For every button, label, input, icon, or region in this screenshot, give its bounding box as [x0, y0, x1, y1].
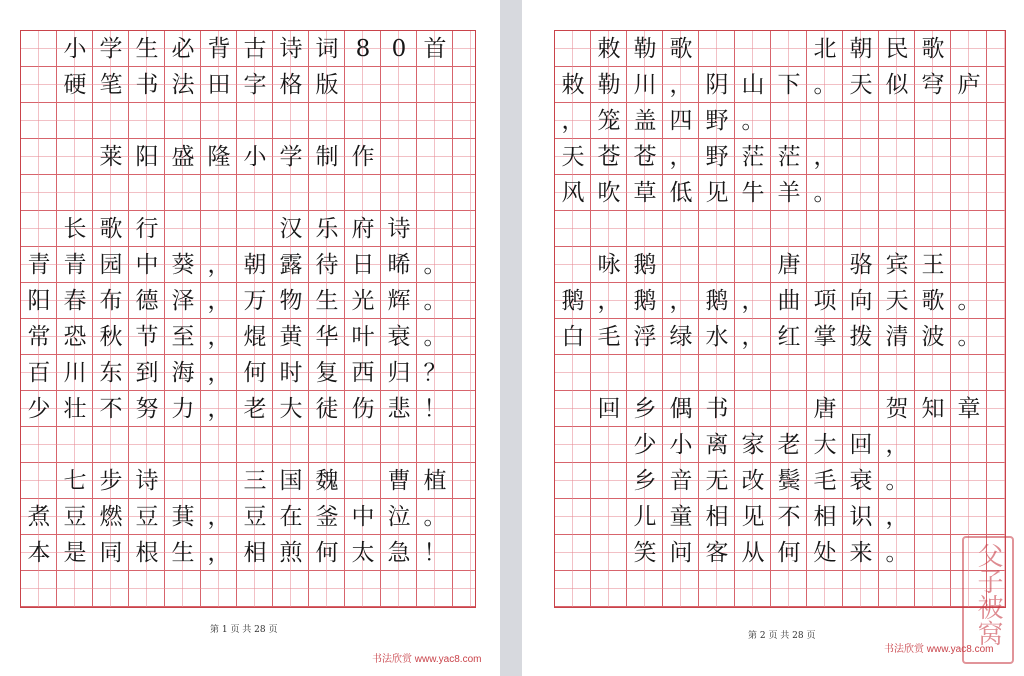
grid-character: 茫: [777, 144, 801, 170]
grid-character: 努: [135, 396, 159, 422]
grid-character: ，: [207, 504, 231, 530]
text-row: [555, 31, 1005, 67]
grid-character: 。: [423, 252, 447, 278]
grid-character: 待: [315, 252, 339, 278]
grid-character: 宾: [885, 252, 909, 278]
grid-character: 离: [705, 432, 729, 458]
grid-character: 乡: [633, 468, 657, 494]
grid-character: ，: [669, 72, 693, 98]
grid-character: 复: [315, 360, 339, 386]
grid-character: 盛: [171, 144, 195, 170]
grid-character: 时: [279, 360, 303, 386]
grid-character: 骆: [849, 252, 873, 278]
grid-character: 项: [813, 288, 837, 314]
grid-character: 盖: [633, 108, 657, 134]
grid-character: 豆: [135, 504, 159, 530]
grid-character: 露: [279, 252, 303, 278]
grid-character: 白: [561, 324, 585, 350]
grid-character: 唐: [813, 396, 837, 422]
grid-character: 问: [669, 540, 693, 566]
grid-character: 勒: [597, 72, 621, 98]
grid-character: 诗: [387, 216, 411, 242]
grid-character: 似: [885, 72, 909, 98]
text-row: [555, 463, 1005, 499]
text-row: [555, 535, 1005, 571]
grid-character: 生: [315, 288, 339, 314]
grid-character: 鹅: [633, 252, 657, 278]
grid-character: 拨: [849, 324, 873, 350]
text-row: [555, 283, 1005, 319]
text-row: [21, 319, 475, 355]
grid-character: 是: [63, 540, 87, 566]
tianzige-grid: [20, 30, 476, 608]
grid-character: 向: [849, 288, 873, 314]
grid-character: 少: [27, 396, 51, 422]
page-footer: 第 2 页 共 28 页: [748, 631, 816, 641]
grid-character: 长: [63, 216, 87, 242]
grid-character: 毛: [597, 324, 621, 350]
text-row: [21, 535, 475, 571]
grid-character: ，: [741, 324, 765, 350]
grid-character: 川: [633, 72, 657, 98]
grid-character: 苍: [597, 144, 621, 170]
grid-character: 焜: [243, 324, 267, 350]
grid-character: 歌: [669, 36, 693, 62]
grid-character: 穹: [921, 72, 945, 98]
grid-character: 。: [423, 324, 447, 350]
grid-character: 相: [705, 504, 729, 530]
text-row: [555, 319, 1005, 355]
grid-character: 。: [813, 72, 837, 98]
grid-character: 朝: [849, 36, 873, 62]
grid-character: 歌: [921, 36, 945, 62]
grid-character: 学: [99, 36, 123, 62]
grid-character: 书: [705, 396, 729, 422]
grid-character: 敕: [597, 36, 621, 62]
grid-character: 苍: [633, 144, 657, 170]
grid-character: 相: [243, 540, 267, 566]
text-row: [21, 211, 475, 247]
grid-character: 釜: [315, 504, 339, 530]
grid-character: ，: [207, 252, 231, 278]
grid-character: 书: [135, 72, 159, 98]
text-row: [555, 247, 1005, 283]
grid-character: 同: [99, 540, 123, 566]
grid-character: 急: [387, 540, 411, 566]
grid-character: 光: [351, 288, 375, 314]
grid-character: 力: [171, 396, 195, 422]
grid-character: 咏: [597, 252, 621, 278]
text-row: [21, 103, 475, 139]
grid-character: ，: [207, 324, 231, 350]
grid-character: 黄: [279, 324, 303, 350]
grid-character: 诗: [279, 36, 303, 62]
grid-character: 。: [423, 504, 447, 530]
grid-character: 在: [279, 504, 303, 530]
grid-character: 青: [63, 252, 87, 278]
grid-character: 。: [957, 324, 981, 350]
grid-character: 豆: [243, 504, 267, 530]
grid-character: 植: [423, 468, 447, 494]
grid-character: 步: [99, 468, 123, 494]
grid-character: 华: [315, 324, 339, 350]
grid-character: 日: [351, 252, 375, 278]
grid-character: 府: [351, 216, 375, 242]
grid-character: ，: [813, 144, 837, 170]
grid-character: 阴: [705, 72, 729, 98]
grid-character: 万: [243, 288, 267, 314]
grid-character: 不: [99, 396, 123, 422]
grid-character: 山: [741, 72, 765, 98]
grid-character: 七: [63, 468, 87, 494]
text-row: [21, 391, 475, 427]
grid-character: 。: [813, 180, 837, 206]
grid-character: 北: [813, 36, 837, 62]
seal-text: 父子被窝: [973, 542, 1003, 646]
grid-character: 天: [885, 288, 909, 314]
grid-character: 国: [279, 468, 303, 494]
watermark-text: 书法欣赏 www.yac8.com: [884, 644, 994, 655]
text-row: [555, 211, 1005, 247]
text-row: [555, 571, 1005, 607]
grid-character: 川: [63, 360, 87, 386]
grid-character: 茫: [741, 144, 765, 170]
text-row: [21, 31, 475, 67]
grid-character: 物: [279, 288, 303, 314]
grid-character: 吹: [597, 180, 621, 206]
text-row: [555, 355, 1005, 391]
grid-character: 草: [633, 180, 657, 206]
grid-character: 掌: [813, 324, 837, 350]
grid-character: 野: [705, 144, 729, 170]
grid-character: ，: [885, 432, 909, 458]
text-row: [21, 175, 475, 211]
grid-character: 硬: [63, 72, 87, 98]
grid-character: 0: [391, 36, 407, 62]
grid-character: 风: [561, 180, 585, 206]
grid-character: 何: [777, 540, 801, 566]
page-footer: 第 1 页 共 28 页: [210, 625, 278, 635]
grid-character: 衰: [849, 468, 873, 494]
grid-character: 常: [27, 324, 51, 350]
grid-character: 葵: [171, 252, 195, 278]
grid-character: 辉: [387, 288, 411, 314]
grid-character: 鹅: [633, 288, 657, 314]
text-row: [21, 355, 475, 391]
text-row: [21, 427, 475, 463]
grid-character: 东: [99, 360, 123, 386]
grid-character: ，: [669, 288, 693, 314]
text-row: [21, 283, 475, 319]
grid-character: 归: [387, 360, 411, 386]
tianzige-grid: [554, 30, 1006, 608]
grid-character: 节: [135, 324, 159, 350]
grid-character: ，: [669, 144, 693, 170]
grid-character: 泽: [171, 288, 195, 314]
grid-character: 小: [243, 144, 267, 170]
grid-character: 见: [741, 504, 765, 530]
grid-character: 大: [279, 396, 303, 422]
grid-character: 悲: [387, 396, 411, 422]
grid-character: 衰: [387, 324, 411, 350]
text-row: [21, 571, 475, 607]
grid-character: 识: [849, 504, 873, 530]
grid-character: ，: [597, 288, 621, 314]
grid-character: ！: [423, 540, 447, 566]
grid-character: 恐: [63, 324, 87, 350]
grid-character: 何: [315, 540, 339, 566]
watermark-text: 书法欣赏 www.yac8.com: [372, 654, 482, 665]
grid-character: 。: [957, 288, 981, 314]
grid-character: 田: [207, 72, 231, 98]
grid-character: 布: [99, 288, 123, 314]
grid-character: 鹅: [705, 288, 729, 314]
grid-character: 小: [63, 36, 87, 62]
grid-character: 8: [355, 36, 371, 62]
grid-character: 改: [741, 468, 765, 494]
grid-character: ！: [423, 396, 447, 422]
document-page-2: [522, 0, 1024, 676]
text-row: [555, 499, 1005, 535]
grid-character: 笼: [597, 108, 621, 134]
grid-character: 敕: [561, 72, 585, 98]
text-row: [555, 139, 1005, 175]
grid-character: 家: [741, 432, 765, 458]
grid-character: 乐: [315, 216, 339, 242]
grid-character: 壮: [63, 396, 87, 422]
grid-character: 阳: [27, 288, 51, 314]
grid-character: 四: [669, 108, 693, 134]
grid-character: 浮: [633, 324, 657, 350]
grid-character: 毛: [813, 468, 837, 494]
seal-stamp: [962, 536, 1014, 664]
grid-character: 天: [849, 72, 873, 98]
grid-character: 三: [243, 468, 267, 494]
grid-character: 作: [351, 144, 375, 170]
grid-character: 波: [921, 324, 945, 350]
grid-character: 诗: [135, 468, 159, 494]
grid-character: 春: [63, 288, 87, 314]
grid-character: 笔: [99, 72, 123, 98]
grid-character: 野: [705, 108, 729, 134]
grid-character: 不: [777, 504, 801, 530]
grid-character: ，: [741, 288, 765, 314]
grid-character: ，: [207, 360, 231, 386]
text-row: [555, 67, 1005, 103]
grid-character: ，: [885, 504, 909, 530]
grid-character: 偶: [669, 396, 693, 422]
grid-character: 豆: [63, 504, 87, 530]
grid-character: 。: [885, 540, 909, 566]
grid-character: 古: [243, 36, 267, 62]
grid-character: 西: [351, 360, 375, 386]
grid-character: 。: [885, 468, 909, 494]
grid-character: 。: [741, 108, 765, 134]
grid-character: 小: [669, 432, 693, 458]
grid-character: ，: [207, 396, 231, 422]
text-row: [21, 463, 475, 499]
grid-character: 王: [921, 252, 945, 278]
grid-character: 曹: [387, 468, 411, 494]
grid-character: 曲: [777, 288, 801, 314]
grid-character: 庐: [957, 72, 981, 98]
grid-character: 回: [849, 432, 873, 458]
grid-character: 朝: [243, 252, 267, 278]
grid-character: 汉: [279, 216, 303, 242]
text-row: [555, 391, 1005, 427]
text-row: [21, 67, 475, 103]
grid-character: 煎: [279, 540, 303, 566]
grid-character: 格: [279, 72, 303, 98]
grid-character: 首: [423, 36, 447, 62]
grid-character: 绿: [669, 324, 693, 350]
grid-character: 红: [777, 324, 801, 350]
text-row: [555, 103, 1005, 139]
grid-character: 天: [561, 144, 585, 170]
grid-character: 中: [135, 252, 159, 278]
grid-character: 字: [243, 72, 267, 98]
grid-character: 法: [171, 72, 195, 98]
grid-character: 必: [171, 36, 195, 62]
grid-character: 版: [315, 72, 339, 98]
grid-character: 萁: [171, 504, 195, 530]
text-row: [21, 499, 475, 535]
grid-character: ，: [207, 288, 231, 314]
grid-character: 背: [207, 36, 231, 62]
grid-character: 德: [135, 288, 159, 314]
grid-character: 少: [633, 432, 657, 458]
grid-character: 叶: [351, 324, 375, 350]
grid-character: 园: [99, 252, 123, 278]
grid-character: 晞: [387, 252, 411, 278]
grid-character: 本: [27, 540, 51, 566]
grid-character: 勒: [633, 36, 657, 62]
grid-character: 见: [705, 180, 729, 206]
grid-character: 低: [669, 180, 693, 206]
grid-character: 生: [171, 540, 195, 566]
grid-character: 大: [813, 432, 837, 458]
grid-character: 。: [423, 288, 447, 314]
grid-character: 客: [705, 540, 729, 566]
grid-character: 知: [921, 396, 945, 422]
grid-character: 词: [315, 36, 339, 62]
grid-character: 童: [669, 504, 693, 530]
grid-character: 儿: [633, 504, 657, 530]
grid-character: 百: [27, 360, 51, 386]
document-page-1: [0, 0, 500, 676]
grid-character: 海: [171, 360, 195, 386]
grid-character: 处: [813, 540, 837, 566]
grid-character: 至: [171, 324, 195, 350]
grid-character: 伤: [351, 396, 375, 422]
grid-character: 燃: [99, 504, 123, 530]
grid-character: 清: [885, 324, 909, 350]
grid-character: 歌: [921, 288, 945, 314]
text-row: [21, 139, 475, 175]
grid-character: 民: [885, 36, 909, 62]
grid-character: 徒: [315, 396, 339, 422]
text-row: [21, 247, 475, 283]
grid-character: 乡: [633, 396, 657, 422]
text-row: [555, 427, 1005, 463]
grid-character: 中: [351, 504, 375, 530]
grid-character: 从: [741, 540, 765, 566]
grid-character: 何: [243, 360, 267, 386]
grid-character: 来: [849, 540, 873, 566]
grid-character: 水: [705, 324, 729, 350]
grid-character: 贺: [885, 396, 909, 422]
grid-character: 鹅: [561, 288, 585, 314]
text-row: [555, 175, 1005, 211]
grid-character: 下: [777, 72, 801, 98]
grid-character: 音: [669, 468, 693, 494]
grid-character: 青: [27, 252, 51, 278]
grid-character: 魏: [315, 468, 339, 494]
grid-character: 歌: [99, 216, 123, 242]
grid-character: ，: [561, 108, 585, 134]
grid-character: 阳: [135, 144, 159, 170]
grid-character: 老: [777, 432, 801, 458]
grid-character: 根: [135, 540, 159, 566]
grid-character: 羊: [777, 180, 801, 206]
grid-character: 行: [135, 216, 159, 242]
grid-character: 制: [315, 144, 339, 170]
grid-character: ，: [207, 540, 231, 566]
grid-character: 秋: [99, 324, 123, 350]
grid-character: 莱: [99, 144, 123, 170]
grid-character: 笑: [633, 540, 657, 566]
grid-character: 学: [279, 144, 303, 170]
grid-character: ？: [423, 360, 447, 386]
grid-character: 鬓: [777, 468, 801, 494]
grid-character: 牛: [741, 180, 765, 206]
grid-character: 太: [351, 540, 375, 566]
grid-character: 老: [243, 396, 267, 422]
grid-character: 煮: [27, 504, 51, 530]
grid-character: 无: [705, 468, 729, 494]
grid-character: 隆: [207, 144, 231, 170]
grid-character: 唐: [777, 252, 801, 278]
grid-character: 到: [135, 360, 159, 386]
grid-character: 章: [957, 396, 981, 422]
grid-character: 相: [813, 504, 837, 530]
grid-character: 泣: [387, 504, 411, 530]
grid-character: 回: [597, 396, 621, 422]
grid-character: 生: [135, 36, 159, 62]
